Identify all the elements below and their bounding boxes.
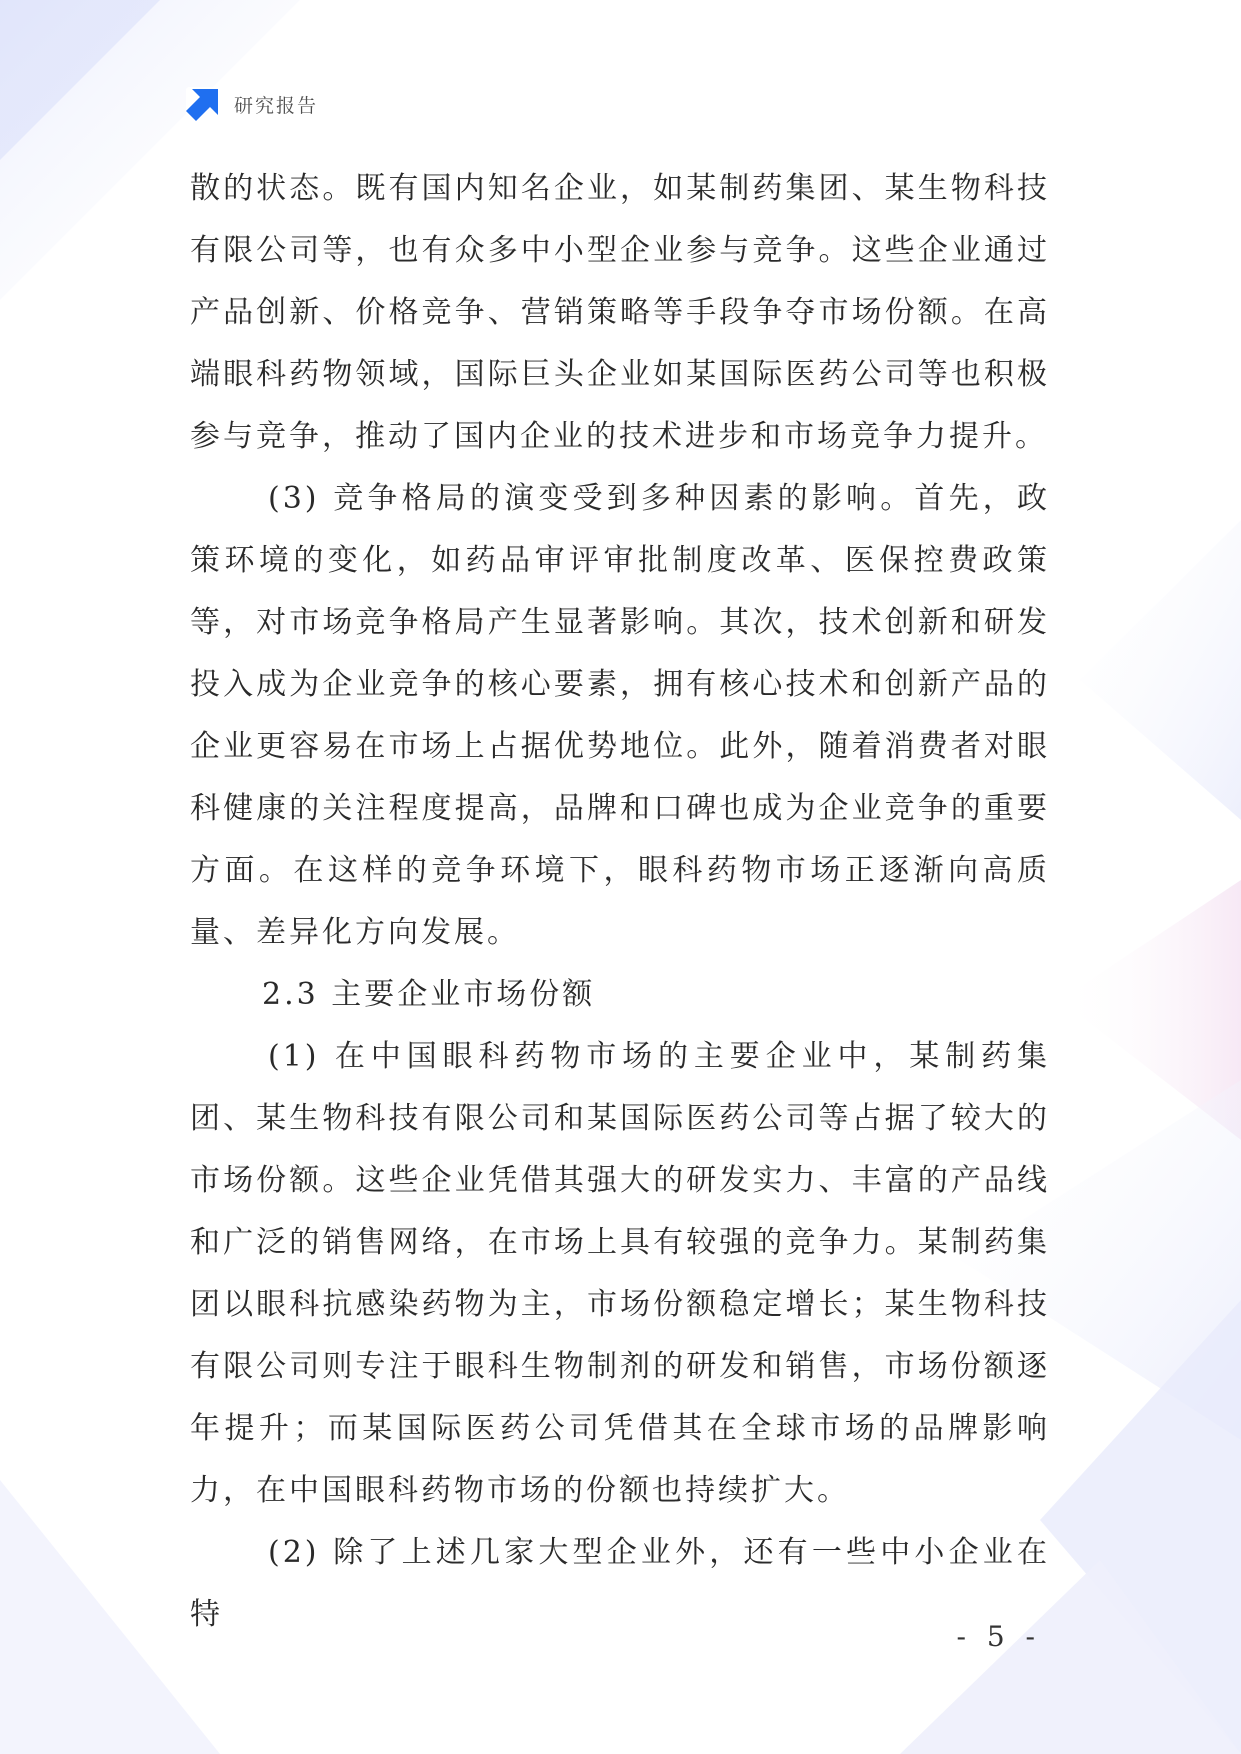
paragraph-1: (1) 在中国眼科药物市场的主要企业中，某制药集团、某生物科技有限公司和某国际医药公司等占据了较大的市场份额。这些企业凭借其强大的研发实力、丰富的产品线和广泛的销售网络，在市场上具有较强的竞争力。某制药集团以眼科抗感染药物为主，市场份额稳定增长；某生物科技有限公司则专注于眼科生物制剂的研发和销售，市场份额逐年提升；而某国际医药公司凭借其在全球市场的品牌影响力，在中国眼科药物市场的份额也持续扩大。: [190, 1039, 1050, 1508]
body-text: [190, 158, 1050, 1646]
paragraph-continuation: 散的状态。既有国内知名企业，如某制药集团、某生物科技有限公司等，也有众多中小型企业参与竞争。这些企业通过产品创新、价格竞争、营销策略等手段争夺市场份额。在高端眼科药物领域，国际巨头企业如某国际医药公司等也积极参与竞争，推动了国内企业的技术进步和市场竞争力提升。: [190, 171, 1050, 454]
header-label: 研究报告: [234, 94, 319, 117]
paragraph-2: (2) 除了上述几家大型企业外，还有一些中小企业在特: [190, 1535, 1050, 1632]
arrow-up-right-icon: [186, 87, 220, 121]
page-number: - 5 -: [956, 1620, 1041, 1653]
paragraph-3: (3) 竞争格局的演变受到多种因素的影响。首先，政策环境的变化，如药品审评审批制度改革、医保控费政策等，对市场竞争格局产生显著影响。其次，技术创新和研发投入成为企业竞争的核心要素，拥有核心技术和创新产品的企业更容易在市场上占据优势地位。此外，随着消费者对眼科健康的关注程度提高，品牌和口碑也成为企业竞争的重要方面。在这样的竞争环境下，眼科药物市场正逐渐向高质量、差异化方向发展。: [190, 481, 1050, 950]
section-heading: 2.3 主要企业市场份额: [262, 977, 596, 1012]
report-header: [186, 86, 318, 122]
